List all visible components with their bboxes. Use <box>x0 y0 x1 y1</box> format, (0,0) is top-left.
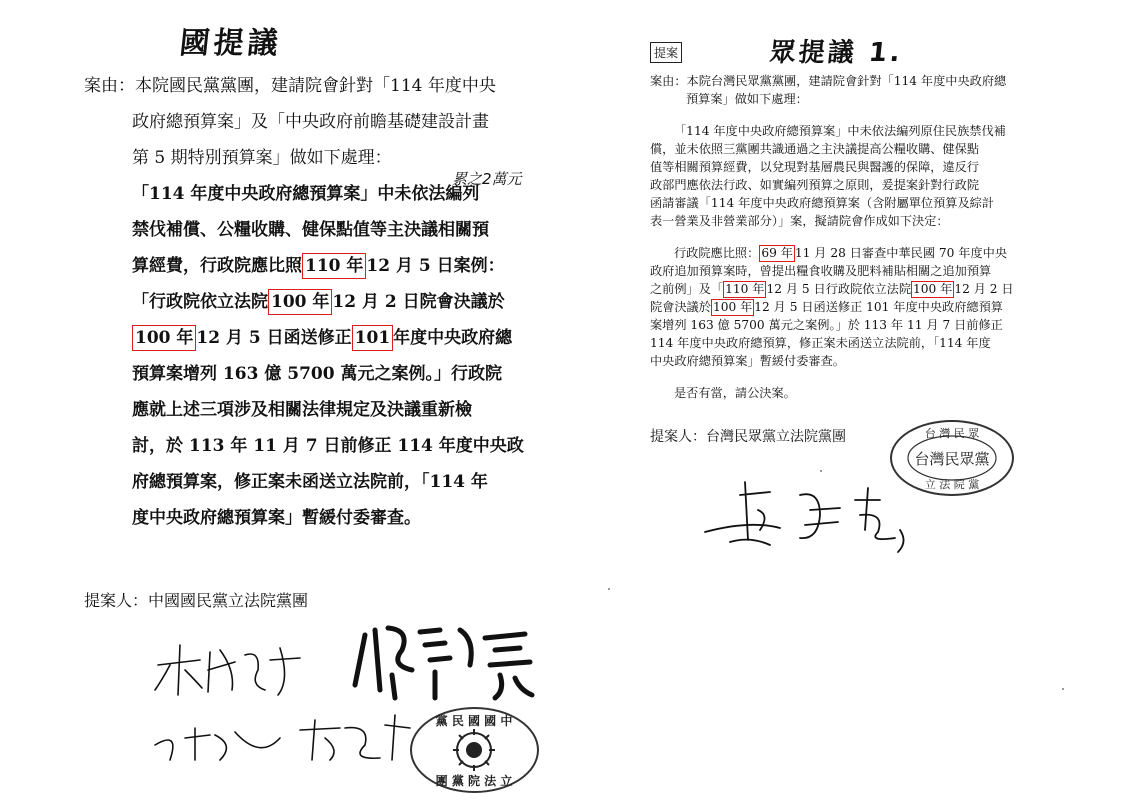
kmt-caucus-seal <box>410 707 539 793</box>
left-line-12: 府總預算案，修正案未函送立法院前，「114 年 <box>132 472 488 492</box>
right-paragraph-2: 行政院應比照： 69 年 11 月 28 日審查中華民國 70 年度中央 政府追加預算案時，曾提出糧食收購及肥料補貼相關之追加預算 之前例」及「 110 年 12 月 5 日行政院依立法院 100 年 12 月 2 日 院會決議於 100 年 12 月 5 日函送修正 101 年度中央政府總預算 案增列 163 億 5700 萬元之案例。」於 113 年 11 月 7 日前修正 114 年度中央政府總預算，修正案未函送立法院前，「114 年度 中央政府總預算案」暫緩付委審查。 <box>650 246 1014 368</box>
left-line-5: 禁伐補償、公糧收購、健保點值等主決議相關預 <box>132 220 489 240</box>
left-line-8: 100 年 12 月 5 日函送修正 101 年度中央政府總 <box>84 320 504 356</box>
left-line-3: 第 5 期特別預算案」做如下處理： <box>132 148 392 168</box>
svg-text:台灣民眾黨: 台灣民眾黨 <box>914 450 990 468</box>
svg-text:團 黨 院 法 立: 團 黨 院 法 立 <box>435 774 513 788</box>
left-line-10: 應就上述三項涉及相關法律規定及決議重新檢 <box>132 400 472 420</box>
svg-text:台 灣 民 眾: 台 灣 民 眾 <box>924 427 980 440</box>
right-signature <box>700 470 930 560</box>
highlight-box: 69 年 <box>761 246 793 260</box>
speck <box>1062 688 1064 690</box>
sun-emblem-icon <box>412 709 537 791</box>
right-document-title: 眾提議 1. <box>768 38 905 68</box>
highlight-box: 101 <box>352 325 394 351</box>
left-line-1: 案由：本院國民黨黨團，建請院會針對「114 年度中央 <box>84 76 496 96</box>
highlight-box: 110 年 <box>725 282 765 296</box>
speck <box>820 470 822 472</box>
left-line-13: 度中央政府總預算案」暫緩付委審查。 <box>132 508 421 528</box>
handwritten-annotation: 累之2萬元 <box>452 170 522 188</box>
left-proposer: 提案人：中國國民黨立法院黨團 <box>84 591 309 610</box>
right-paragraph-1: 「114 年度中央政府總預算案」中未依法編列原住民族禁伐補 償，並未依照三黨團共識通過之主決議提高公糧收購、健保點 值等相關預算經費，以兌現對基層農民與醫護的保障，違反行 政部門應依法行政、如實編列預算之原則，爰提案針對行政院 函請審議「114 年度中央政府總預算案（含附屬單位預算及綜計 表一營業及非營業部分）」案，擬請院會作成如下決定： <box>650 124 1006 228</box>
svg-text:立 法 院 黨: 立 法 院 黨 <box>924 478 980 491</box>
left-line-11: 討，於 113 年 11 月 7 日前修正 114 年度中央政 <box>132 436 524 456</box>
left-document-body <box>84 68 524 536</box>
highlight-box: 100 年 <box>712 300 753 314</box>
highlight-box: 100 年 <box>268 289 332 315</box>
svg-text:黨 民 國 國 中: 黨 民 國 國 中 <box>435 714 513 728</box>
right-reason-line-2: 預算案」做如下處理： <box>686 92 808 106</box>
right-document-body <box>650 72 1060 402</box>
left-line-9: 預算案增列 163 億 5700 萬元之案例。」行政院 <box>132 364 502 384</box>
right-reason-line-1: 案由：本院台灣民眾黨黨團，建請院會針對「114 年度中央政府總 <box>650 74 1007 88</box>
highlight-box: 100 年 <box>913 282 953 296</box>
proposal-tag: 提案 <box>650 42 682 63</box>
highlight-box: 100 年 <box>132 325 196 351</box>
right-proposer: 提案人：台灣民眾黨立法院黨團 <box>650 429 846 445</box>
left-document-title: 國提議 <box>177 26 284 61</box>
left-line-2: 政府總預算案」及「中央政府前瞻基礎建設計畫 <box>132 112 489 132</box>
closing-line: 是否有當，請公決案。 <box>674 386 796 400</box>
left-line-7: 「行政院依立法院 100 年 12 月 2 日院會決議於 <box>84 284 504 320</box>
left-line-4: 「114 年度中央政府總預算案」中未依法編列 <box>132 184 480 204</box>
speck <box>608 588 610 590</box>
highlight-box: 110 年 <box>302 253 366 279</box>
left-line-6: 算經費，行政院應比照 110 年 12 月 5 日案例： <box>84 248 504 284</box>
